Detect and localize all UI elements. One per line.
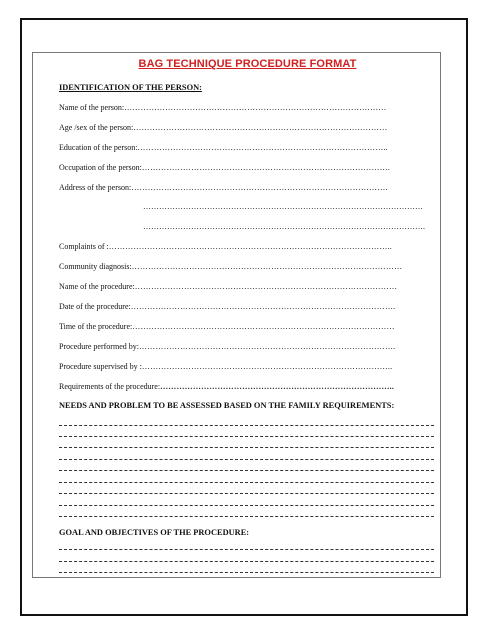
field-label: Community diagnosis: <box>59 262 132 271</box>
needs-writing-line[interactable] <box>59 470 434 471</box>
field-dots: ………………………………………………………………………………………….. <box>108 242 392 251</box>
needs-writing-line[interactable] <box>59 493 434 494</box>
goal-writing-line[interactable] <box>59 549 434 550</box>
field-label: Procedure supervised by : <box>59 362 142 371</box>
form-title: BAG TECHNIQUE PROCEDURE FORMAT <box>138 58 357 70</box>
needs-writing-line[interactable] <box>59 505 434 506</box>
field-occupation[interactable] <box>59 163 435 172</box>
field-label: Occupation of the person: <box>59 163 142 172</box>
needs-writing-line[interactable] <box>59 459 434 460</box>
needs-writing-line[interactable] <box>59 436 434 437</box>
needs-writing-line[interactable] <box>59 516 434 517</box>
field-address[interactable] <box>59 183 435 192</box>
field-dots: …………………………………………………………………………………… <box>132 322 395 331</box>
goal-writing-line[interactable] <box>59 572 434 573</box>
field-education[interactable] <box>59 143 435 152</box>
field-label: Requirements of the procedure: <box>59 382 161 391</box>
field-name-of-person[interactable] <box>59 103 435 112</box>
address-continuation-line[interactable]: ……………………………………………………………………………………………. <box>143 222 425 231</box>
field-dots: ……………………………………………………………………………….. <box>141 362 393 371</box>
field-dots: ………………………………………………………………………………… <box>133 123 388 132</box>
needs-writing-line[interactable] <box>59 447 434 448</box>
needs-writing-line[interactable] <box>59 425 434 426</box>
field-label: Time of the procedure: <box>59 322 133 331</box>
field-complaints[interactable] <box>59 242 435 251</box>
field-label: Procedure performed by: <box>59 342 139 351</box>
identification-heading: IDENTIFICATION OF THE PERSON: <box>59 83 202 92</box>
field-dots: ……………………………………………………………………………………… <box>131 262 403 271</box>
field-dots: ……………………………………………………………………………….. <box>137 143 388 152</box>
field-supervised-by[interactable] <box>59 362 435 371</box>
goal-heading: GOAL AND OBJECTIVES OF THE PROCEDURE: <box>59 528 250 537</box>
field-label: Complaints of : <box>59 242 109 251</box>
field-label: Name of the person: <box>59 103 125 112</box>
goal-writing-line[interactable] <box>59 561 434 562</box>
field-dots: …………………………………………………………………………………. <box>138 342 396 351</box>
field-label: Age /sex of the person: <box>59 123 134 132</box>
field-age-sex[interactable] <box>59 123 435 132</box>
needs-writing-line[interactable] <box>59 482 434 483</box>
field-dots: …………………………………………………………………………………. <box>131 183 388 192</box>
field-dots: ………………………………………………………………………………. <box>141 163 391 172</box>
field-requirements[interactable] <box>59 382 435 391</box>
field-label: Education of the person: <box>59 143 138 152</box>
field-dots: ………………………………………………………………………….. <box>160 382 395 391</box>
field-dots: …………………………………………………………………………………… <box>134 282 398 291</box>
field-label: Address of the person: <box>59 183 132 192</box>
field-procedure-date[interactable] <box>59 302 435 311</box>
needs-heading: NEEDS AND PROBLEM TO BE ASSESSED BASED ON THE FAMILY REQUIREMENTS: <box>59 401 395 410</box>
field-dots: ……………………………………………………………………………………. <box>130 302 396 311</box>
address-continuation-line[interactable]: …………………………………………………………………………………………… <box>143 202 423 211</box>
field-performed-by[interactable] <box>59 342 435 351</box>
field-procedure-time[interactable] <box>59 322 435 331</box>
field-label: Name of the procedure: <box>59 282 135 291</box>
field-procedure-name[interactable] <box>59 282 435 291</box>
field-dots: …………………………………………………………………………………… <box>124 103 387 112</box>
field-label: Date of the procedure: <box>59 302 131 311</box>
field-community-diagnosis[interactable] <box>59 262 435 271</box>
